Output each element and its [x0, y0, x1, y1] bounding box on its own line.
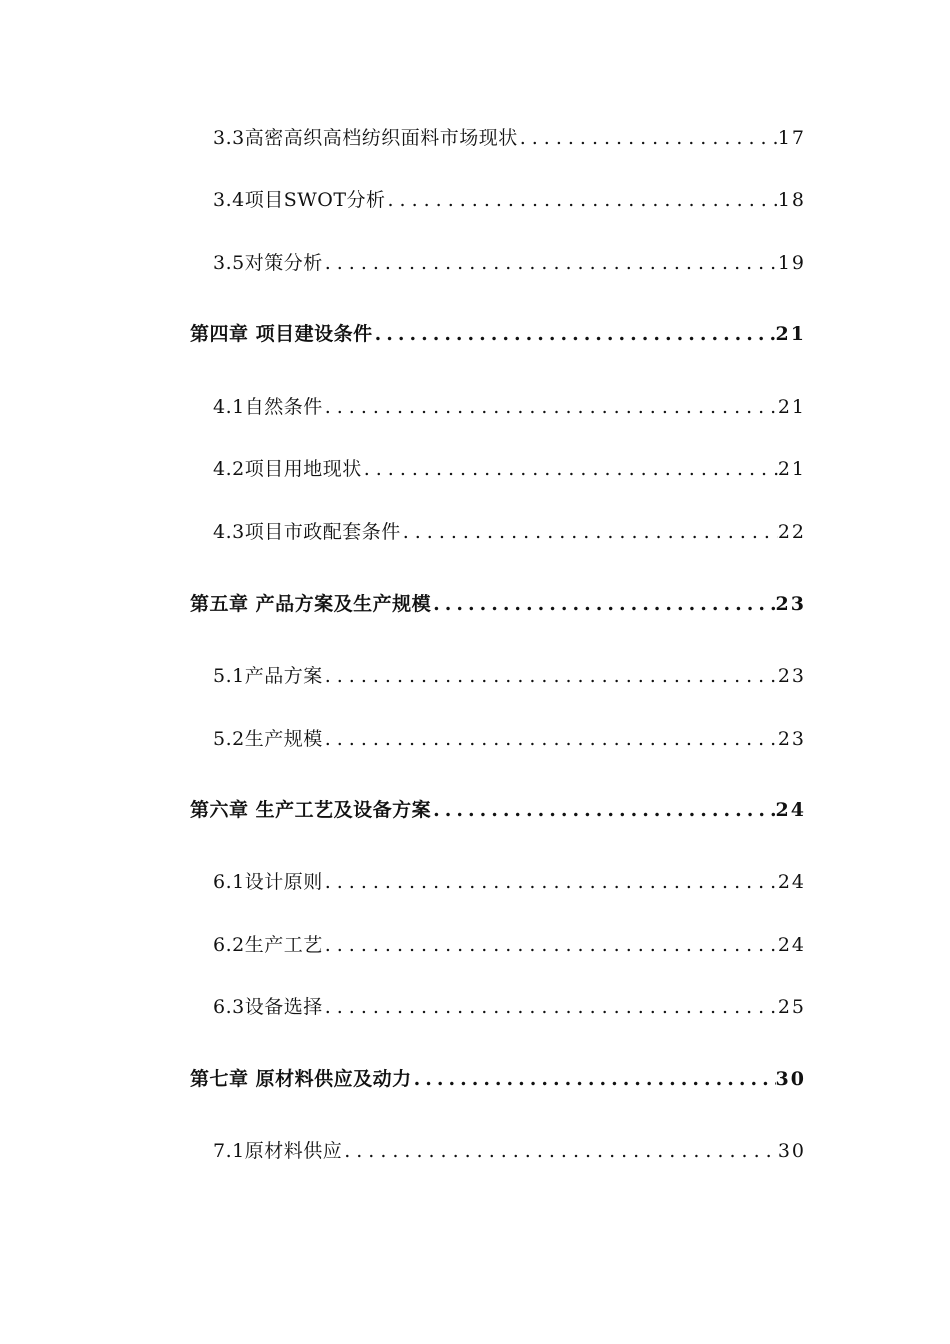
toc-entry-6-1[interactable] [213, 867, 806, 897]
toc-entry-3-4[interactable] [213, 185, 806, 215]
toc-leader-dots [412, 1064, 776, 1094]
toc-page-number: 30 [775, 1068, 806, 1090]
toc-leader-dots [362, 454, 778, 484]
toc-page-number: 19 [777, 252, 806, 274]
toc-entry-title: 4.3项目市政配套条件 [213, 521, 401, 543]
toc-chapter-6[interactable] [190, 795, 806, 825]
toc-leader-dots [431, 795, 775, 825]
toc-entry-title: 4.1自然条件 [213, 396, 323, 418]
toc-entry-5-1[interactable] [213, 661, 806, 691]
toc-entry-7-1[interactable] [213, 1136, 806, 1166]
toc-chapter-5[interactable] [190, 589, 806, 619]
toc-entry-4-1[interactable] [213, 392, 806, 422]
toc-leader-dots [386, 185, 778, 215]
toc-leader-dots [373, 319, 776, 349]
toc-leader-dots [323, 867, 778, 897]
toc-leader-dots [323, 724, 778, 754]
toc-entry-6-3[interactable] [213, 992, 806, 1022]
toc-entry-title: 3.5对策分析 [213, 252, 323, 274]
toc-leader-dots [401, 517, 778, 547]
toc-leader-dots [323, 248, 778, 278]
toc-entry-3-5[interactable] [213, 248, 806, 278]
toc-leader-dots [323, 992, 778, 1022]
toc-entry-3-3[interactable] [213, 123, 806, 153]
toc-chapter-title: 第五章 产品方案及生产规模 [190, 593, 432, 615]
toc-chapter-4[interactable] [190, 319, 806, 349]
toc-page-number: 21 [777, 458, 806, 480]
toc-entry-title: 6.1设计原则 [213, 871, 323, 893]
toc-leader-dots [518, 123, 778, 153]
toc-leader-dots [323, 930, 778, 960]
toc-page-number: 23 [775, 593, 806, 615]
toc-chapter-7[interactable] [190, 1064, 806, 1094]
toc-page-number: 21 [777, 396, 806, 418]
toc-entry-title: 6.3设备选择 [213, 996, 323, 1018]
toc-entry-title: 3.3高密高织高档纺织面料市场现状 [213, 127, 518, 149]
toc-chapter-title: 第七章 原材料供应及动力 [190, 1068, 412, 1090]
toc-page-number: 24 [777, 871, 806, 893]
toc-page-number: 17 [777, 127, 806, 149]
toc-entry-4-2[interactable] [213, 454, 806, 484]
toc-leader-dots [431, 589, 775, 619]
toc-entry-title: 7.1原材料供应 [213, 1140, 343, 1162]
toc-leader-dots [323, 661, 778, 691]
toc-entry-title: 4.2项目用地现状 [213, 458, 362, 480]
toc-page-number: 23 [777, 728, 806, 750]
toc-chapter-title: 第四章 项目建设条件 [190, 323, 373, 345]
toc-entry-title: 5.2生产规模 [213, 728, 323, 750]
toc-entry-4-3[interactable] [213, 517, 806, 547]
toc-page-number: 25 [777, 996, 806, 1018]
toc-entry-6-2[interactable] [213, 930, 806, 960]
toc-entry-5-2[interactable] [213, 724, 806, 754]
toc-entry-title: 5.1产品方案 [213, 665, 323, 687]
toc-chapter-title: 第六章 生产工艺及设备方案 [190, 799, 432, 821]
toc-page-number: 24 [775, 799, 806, 821]
toc-page-number: 22 [777, 521, 806, 543]
toc-entry-title: 3.4项目SWOT分析 [213, 189, 386, 211]
toc-leader-dots [342, 1136, 778, 1166]
toc-page-number: 18 [777, 189, 806, 211]
toc-page-number: 21 [775, 323, 806, 345]
toc-leader-dots [323, 392, 778, 422]
toc-entry-title: 6.2生产工艺 [213, 934, 323, 956]
toc-page-number: 23 [777, 665, 806, 687]
toc-page-number: 30 [777, 1140, 806, 1162]
toc-page-number: 24 [777, 934, 806, 956]
